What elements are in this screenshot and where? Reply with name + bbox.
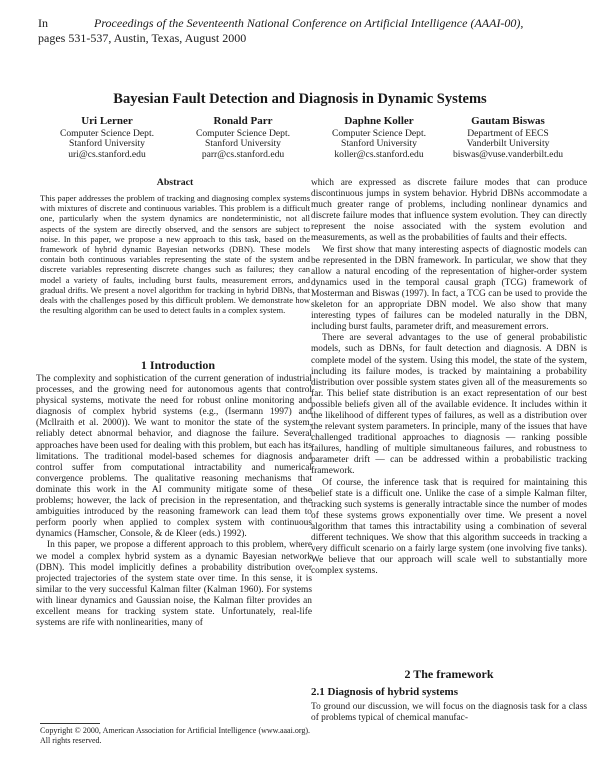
venue-line-2: pages 531-537, Austin, Texas, August 2000 bbox=[38, 31, 247, 45]
venue-line-1 bbox=[38, 16, 523, 30]
author-affiliation: Computer Science Dept. bbox=[331, 128, 427, 139]
subsection-heading: 2.1 Diagnosis of hybrid systems bbox=[311, 686, 458, 698]
paper-title: Bayesian Fault Detection and Diagnosis in Dynamic Systems bbox=[113, 91, 487, 107]
abstract-text: This paper addresses the problem of tracking and diagnosing complex systems with mixtures of discrete and continuous variables. This problem is a difficult one, particularly when the system dynamics are nondeterministic, not all aspects of the system are directly observed, and the sensors are subject to noise. In this paper, we propose a new approach to this task, based on the framework of hybrid dynamic Bayesian networks (DBN). These models contain both continuous variables representing the state of the system and discrete variables representing discrete changes such as failures; they can model a variety of faults, including burst faults, measurement errors, and gradual drifts. We present a novel algorithm for tracking in hybrid DBNs, that deals with the challenges posed by this difficult problem. We demonstrate how the resulting algorithm can be used to detect faults in a complex system. bbox=[40, 193, 310, 316]
author-affiliation: Computer Science Dept. bbox=[195, 128, 291, 139]
abstract-body bbox=[40, 193, 310, 315]
author-email: koller@cs.stanford.edu bbox=[334, 148, 424, 160]
author-institution: Vanderbilt University bbox=[466, 138, 550, 150]
author-email: uri@cs.stanford.edu bbox=[68, 148, 146, 160]
copyright-footnote: Copyright © 2000, American Association for Artificial Intelligence (www.aaai.org). All rights reserved. bbox=[40, 726, 310, 745]
author-name: Uri Lerner bbox=[81, 115, 133, 127]
author-4 bbox=[438, 115, 578, 160]
framework-heading: 2 The framework bbox=[404, 667, 494, 681]
author-2 bbox=[178, 115, 308, 160]
author-institution: Stanford University bbox=[341, 138, 417, 150]
right-paragraph-4: Of course, the inference task that is required for maintaining this belief state is a difficult one. Unlike the case of a simple Kalman filter, tracking such systems is generally intractable since the number of modes of these systems grows exponentially over time. We present a novel algorithm that tames this intractability using a combination of several different techniques. We show that this algorithm succeeds in tracking a very difficult scenario on a fairly large system (one involving five tanks). We believe that our approach will scale well to substantially more complex systems. bbox=[311, 477, 587, 577]
author-name: Ronald Parr bbox=[213, 115, 273, 127]
author-institution: Stanford University bbox=[205, 138, 281, 150]
venue-proceedings: Proceedings of the Seventeenth National Conference on Artificial Intelligence (AAAI-00), bbox=[94, 16, 524, 30]
author-3 bbox=[314, 115, 444, 160]
right-paragraph-2: We first show that many interesting aspects of diagnostic models can be represented in the DBN framework. In particular, we show that they allow a natural encoding of the representation of higher-order system dynamics used in the temporal causal graph (TCG) framework of Mosterman and Biswas (1997). In fact, a TCG can be used to provide the skeleton for an appropriate DBN model. We also show that many interesting types of failures can be modeled naturally in the DBN, including burst faults, parameter drift, and measurement errors. bbox=[311, 244, 587, 333]
abstract-heading: Abstract bbox=[156, 177, 194, 188]
author-email: biswas@vuse.vanderbilt.edu bbox=[452, 148, 564, 160]
author-affiliation: Computer Science Dept. bbox=[59, 128, 155, 139]
author-1 bbox=[42, 115, 172, 160]
intro-paragraph-1: The complexity and sophistication of the current generation of industrial processes, and the growing need for autonomous agents that control physical systems, motivate the need for robust online monitoring and diagnosis of complex hybrid systems (e.g., (Isermann 1997) and (Mcllraith et al. 2000)). We want to monitor the state of the system, reliably detect abnormal behavior, and diagnose the failure. Several approaches have been used for dealing with this problem, but each has its limitations. The traditional model-based schemes for diagnosis and control suffer from computational intractability and numerical convergence problems. The qualitative reasoning mechanisms that dominate this work in the AI community mitigate some of these problems; however, the lack of precision in the representation, and the ambiguities introduced by the reasoning framework can lead them to perform poorly when applied to complex system with continuous dynamics (Hamscher, Console, & de Kleer (eds.) 1992). bbox=[36, 374, 312, 540]
intro-paragraph-2: In this paper, we propose a different approach to this problem, where we model a complex hybrid system as a dynamic Bayesian network (DBN). This model implicitly defines a probability distribution over projected trajectories of the system state over time. In this sense, it is similar to the very successful Kalman filter (Kalman 1960). For systems with linear dynamics and Gaussian noise, the Kalman filter provides an excellent means for tracking system state. Unfortunately, real-life systems are rife with nonlinearities, many of bbox=[36, 540, 312, 629]
author-name: Daphne Koller bbox=[344, 115, 414, 127]
author-email: parr@cs.stanford.edu bbox=[201, 148, 285, 160]
author-affiliation: Department of EECS bbox=[467, 128, 549, 139]
footnote-rule bbox=[40, 723, 100, 724]
right-paragraph-1: which are expressed as discrete failure modes that can produce discontinuous jumps in system behavior. Hybrid DBNs accommodate a much greater range of problems, including nonlinear dynamics and discrete failure modes that influence system evolution. They can directly represent the noise associated with the system evolution and measurements, as well as the probabilities of faults and their effects. bbox=[311, 178, 587, 244]
venue-in: In bbox=[38, 16, 48, 30]
subsection-paragraph: To ground our discussion, we will focus on the diagnosis task for a class of problems typical of chemical manufac- bbox=[311, 702, 587, 724]
author-name: Gautam Biswas bbox=[471, 115, 545, 127]
intro-heading: 1 Introduction bbox=[140, 358, 216, 372]
right-paragraph-3: There are several advantages to the use of general probabilistic models, such as DBNs, for fault detection and diagnosis. A DBN is complete model of the system. Using this model, the state of the system, including its failure modes, is tracked by maintaining a probability distribution over possible system states given all of the measurements so far. This belief state distribution is an exact representation of our best possible beliefs given all of the available evidence. It includes within it the likelihood of different types of failures, as well as a distribution over the relevant system parameters. In principle, many of the issues that have challenged traditional approaches to diagnosis — ranking possible failures, handling of multiple simultaneous failures, and robustness to parameter drift — can be addressed within a probabilistic tracking framework. bbox=[311, 333, 587, 477]
author-institution: Stanford University bbox=[69, 138, 145, 150]
subsection-body bbox=[311, 702, 587, 724]
intro-body bbox=[36, 374, 312, 629]
right-column-body bbox=[311, 178, 587, 577]
